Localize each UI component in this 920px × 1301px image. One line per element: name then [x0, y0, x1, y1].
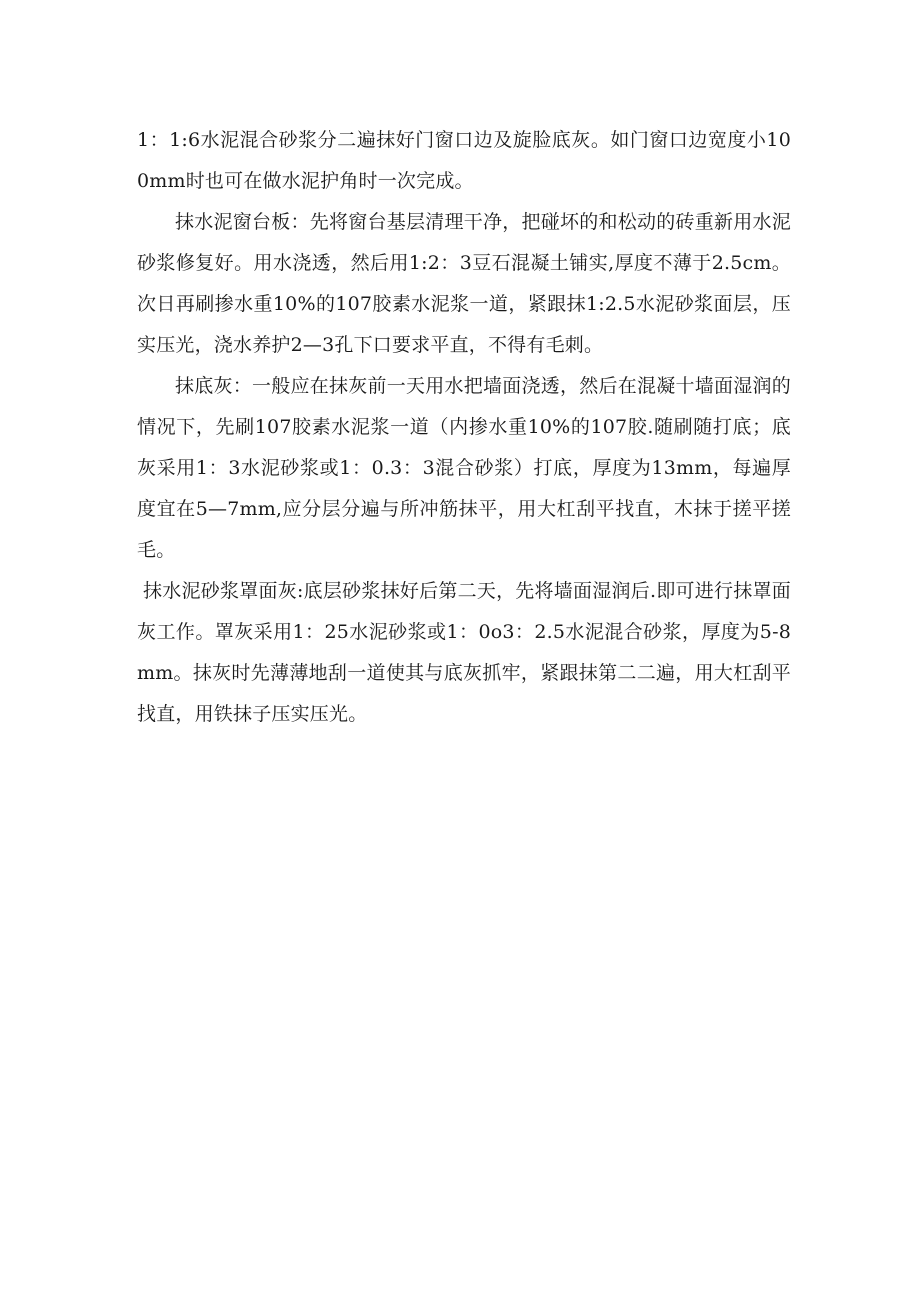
paragraph-door-window-edges: 1：1:6水泥混合砂浆分二遍抹好门窗口边及旋脸底灰。如门窗口边宽度小100mm时也可在做水泥护角时一次完成。 — [137, 129, 791, 192]
paragraph-windowsill-plastering: 抹水泥窗台板：先将窗台基层清理干净，把碰坏的和松动的砖重新用水泥砂浆修复好。用水浇透，然后用1:2：3豆石混凝土铺实,厚度不薄于2.5cm。次日再刷掺水重10%的107胶素水泥浆一道，紧跟抹1:2.5水泥砂浆面层，压实压光，浇水养护2—3孔下口要求平直，不得有毛刺。 — [137, 211, 791, 356]
paragraph-finish-coat: 抹水泥砂浆罩面灰:底层砂浆抹好后第二天，先将墙面湿润后.即可进行抹罩面灰工作。罩灰采用1：25水泥砂浆或1：0o3：2.5水泥混合砂浆，厚度为5-8mm。抹灰时先薄薄地刮一道使其与底灰抓牢，紧跟抹第二二遍，用大杠刮平找直，用铁抹子压实压光。 — [137, 580, 791, 725]
paragraph-base-coat: 抹底灰：一般应在抹灰前一天用水把墙面浇透，然后在混凝十墙面湿润的情况下，先刷107胶素水泥浆一道（内掺水重10%的107胶.随刷随打底；底灰采用1：3水泥砂浆或1：0.3：3混合砂浆）打底，厚度为13mm，每遍厚度宜在5—7mm,应分层分遍与所冲筋抹平，用大杠刮平找直，木抹于搓平搓毛。 — [137, 375, 791, 561]
body-text — [137, 120, 791, 735]
